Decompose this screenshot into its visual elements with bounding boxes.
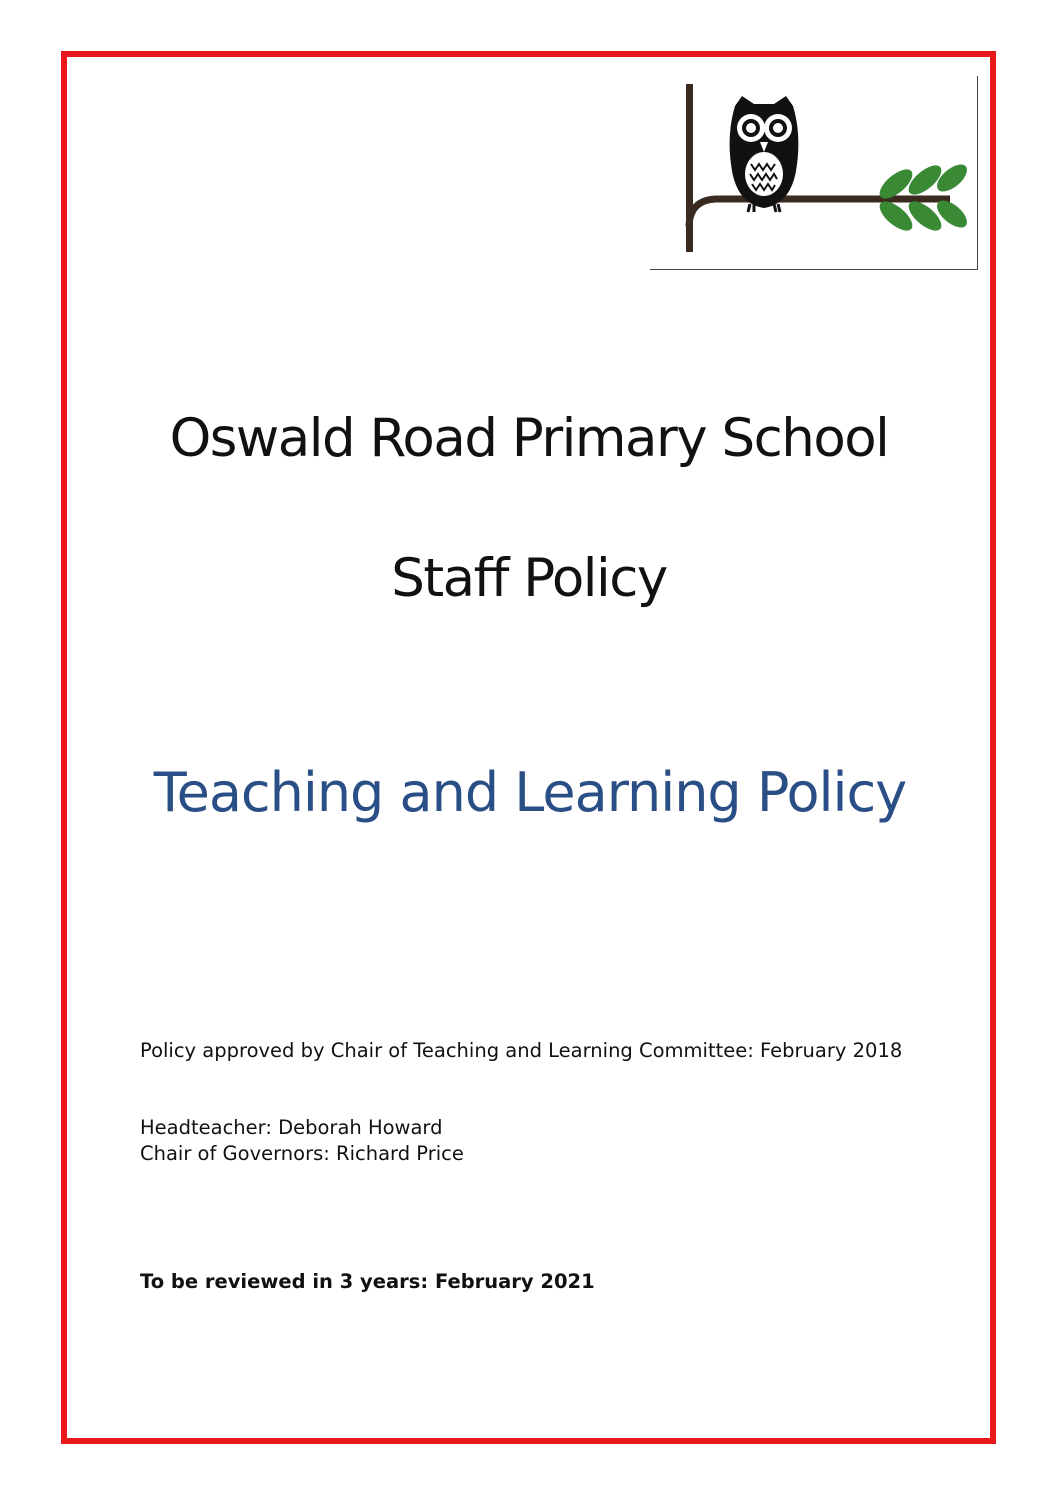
- school-name: Oswald Road Primary School: [169, 408, 889, 469]
- approval-statement: Policy approved by Chair of Teaching and Learning Committee: February 2018: [140, 1039, 903, 1062]
- policy-title: Teaching and Learning Policy: [153, 761, 907, 824]
- school-logo: [650, 76, 978, 270]
- owl-on-branch-icon: [650, 76, 977, 269]
- document-type: Staff Policy: [391, 548, 667, 609]
- chair-of-governors-name: Chair of Governors: Richard Price: [140, 1142, 464, 1165]
- headteacher-name: Headteacher: Deborah Howard: [140, 1116, 443, 1139]
- review-date: To be reviewed in 3 years: February 2021: [140, 1270, 595, 1293]
